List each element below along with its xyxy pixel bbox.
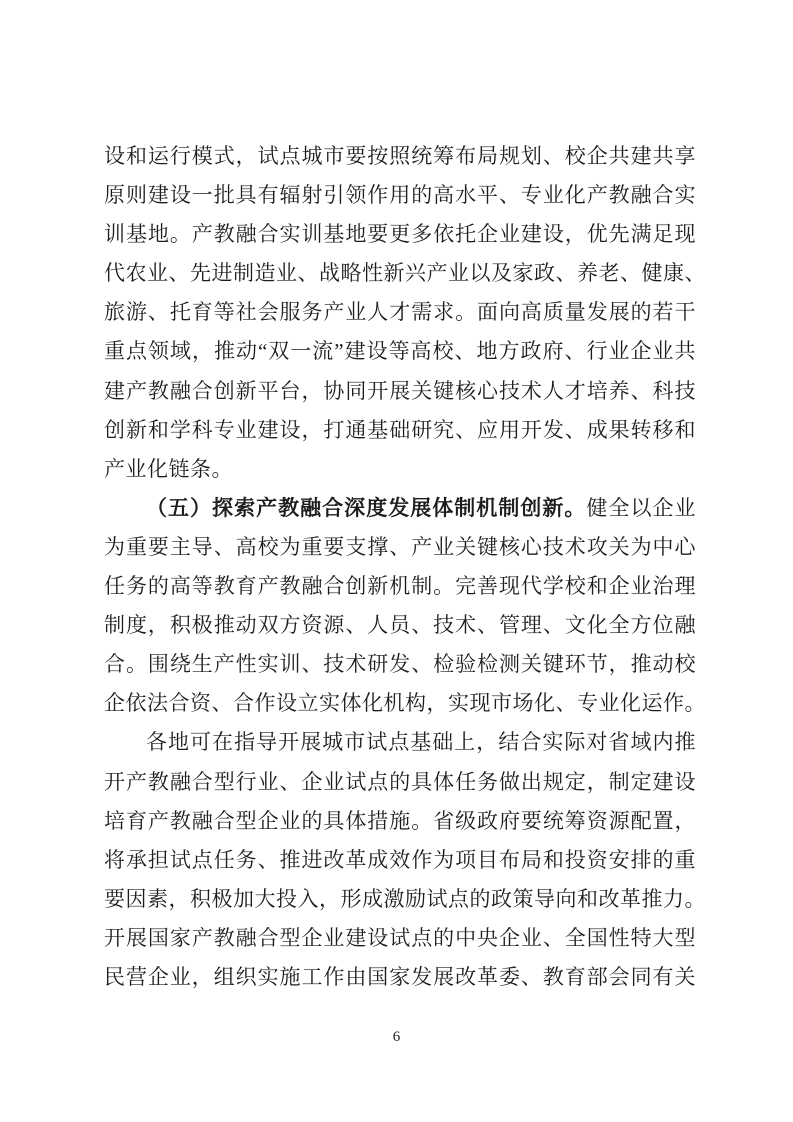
paragraph-local-implementation xyxy=(104,723,706,997)
paragraph-section-5 xyxy=(104,489,706,724)
text-line: 合。围绕生产性实训、技术研发、检验检测关键环节，推动校 xyxy=(104,652,696,677)
text-line: 制度，积极推动双方资源、人员、技术、管理、文化全方位融 xyxy=(104,613,696,638)
document-body xyxy=(104,137,706,997)
text-line: 培育产教融合型企业的具体措施。省级政府要统筹资源配置， xyxy=(104,808,696,833)
text-line: 创新和学科专业建设，打通基础研究、应用开发、成果转移和 xyxy=(104,417,696,442)
text-line: 产业化链条。 xyxy=(104,456,233,481)
text-line: 建产教融合创新平台，协同开展关键核心技术人才培养、科技 xyxy=(104,378,696,403)
text-line: 任务的高等教育产教融合创新机制。完善现代学校和企业治理 xyxy=(104,574,696,599)
paragraph-continuation xyxy=(104,137,706,489)
text-line: 原则建设一批具有辐射引领作用的高水平、专业化产教融合实 xyxy=(104,183,696,208)
section-heading: （五）探索产教融合深度发展体制机制创新。 xyxy=(146,495,587,520)
text-line: 代农业、先进制造业、战略性新兴产业以及家政、养老、健康、 xyxy=(104,261,706,286)
text-line: 要因素，积极加大投入，形成激励试点的政策导向和改革推力。 xyxy=(104,886,706,911)
text-line: 设和运行模式，试点城市要按照统筹布局规划、校企共建共享 xyxy=(104,144,696,168)
page-number: 6 xyxy=(392,1029,401,1045)
text-run: 健全以企业 xyxy=(586,495,697,520)
text-line: 为重要主导、高校为重要支撑、产业关键核心技术攻关为中心 xyxy=(104,534,696,559)
text-line: 各地可在指导开展城市试点基础上，结合实际对省域内推 xyxy=(146,730,696,755)
text-line: 开产教融合型行业、企业试点的具体任务做出规定，制定建设 xyxy=(104,769,696,794)
text-line: 旅游、托育等社会服务产业人才需求。面向高质量发展的若干 xyxy=(104,300,696,325)
text-line: 重点领域，推动“双一流”建设等高校、地方政府、行业企业共 xyxy=(104,339,696,364)
text-line: 开展国家产教融合型企业建设试点的中央企业、全国性特大型 xyxy=(104,925,696,950)
text-line: 将承担试点任务、推进改革成效作为项目布局和投资安排的重 xyxy=(104,847,696,872)
text-line: 民营企业，组织实施工作由国家发展改革委、教育部会同有关 xyxy=(104,964,696,989)
text-line xyxy=(104,489,696,528)
text-line: 企依法合资、合作设立实体化机构，实现市场化、专业化运作。 xyxy=(104,691,706,716)
text-line: 训基地。产教融合实训基地要更多依托企业建设，优先满足现 xyxy=(104,222,696,247)
page-footer xyxy=(0,1028,793,1046)
